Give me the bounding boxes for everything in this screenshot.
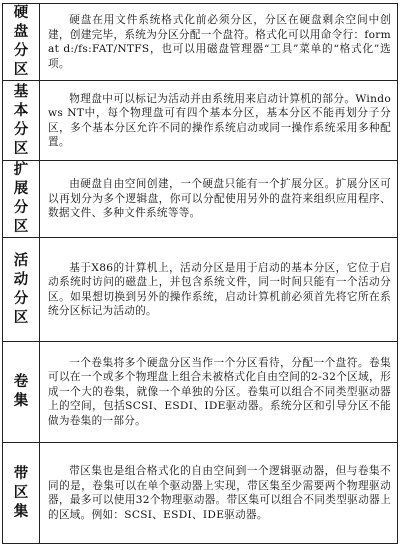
description-text: 物理盘中可以标记为活动并由系统用来启动计算机的部分。Windows NT中，每个物理盘可有四个基本分区，基本分区不能再划分子分区，多个基本分区允许不同的操作系统启动或同一操作系统采用多种配置。 [48,92,391,148]
description-cell [40,161,398,238]
term-cell [3,238,40,342]
description-cell [40,238,398,342]
term-label: 卷集 [13,374,29,409]
partition-terms-table [2,3,398,544]
term-cell [3,342,40,443]
description-text: 基于X86的计算机上，活动分区是用于启动的基本分区，它位于启动系统时访问的磁盘上，并包含系统文件，同一时间只能有一个活动分区。如果想切换到另外的操作系统，启动计算机前必须首先将它所在系统分区标记为活动的。 [48,261,391,317]
description-text: 硬盘在用文件系统格式化前必须分区，分区在硬盘剩余空间中创建，创建完毕，系统为分区分配一个盘符。格式化可以用命令行：format d:/fs:FAT/NTFS，也可以用磁盘管理器“工具”菜单的“格式化”选项。 [48,14,391,70]
term-label: 扩展分区 [13,162,29,235]
description-cell [40,81,398,161]
term-cell [3,443,40,544]
table-row-extended-partition [3,161,398,238]
term-label: 活动分区 [13,252,29,326]
description-text: 带区集也是组合格式化的自由空间到一个逻辑驱动器，但与卷集不同的是，卷集可以在单个驱动器上实现，带区集至少需要两个物理驱动器，最多可以使用32个物理驱动器。带区集可以组合不同类型驱动器上的区域。例如：SCSI、ESDI、IDE驱动器。 [48,465,391,521]
description-text: 一个卷集将多个硬盘分区当作一个分区看待，分配一个盘符。卷集可以在一个或多个物理盘上组合未被格式化自由空间的2-32个区域，形成一个大的卷集，就像一个单独的分区。卷集可以组合不同类型驱动器上的空间，包括SCSI、ESDI、IDE驱动器。系统分区和引导分区不能做为卷集的一部分。 [48,356,391,427]
table-row-hard-disk-partition [3,4,398,81]
term-label: 硬盘分区 [13,5,29,78]
table-row-volume-set [3,342,398,443]
term-cell [3,81,40,161]
term-label: 带区集 [13,465,29,520]
table-row-active-partition [3,238,398,342]
description-cell [40,342,398,443]
term-cell [3,161,40,238]
term-label: 基本分区 [13,83,29,157]
description-text: 由硬盘自由空间创建，一个硬盘只能有一个扩展分区。扩展分区可以再划分为多个逻辑盘，你可以分配使用另外的盘符来组织应用程序、数据文件、多种文件系统等等。 [48,178,391,220]
description-cell [40,4,398,81]
description-cell [40,443,398,544]
table-row-stripe-set [3,443,398,544]
term-cell [3,4,40,81]
table-row-primary-partition [3,81,398,161]
